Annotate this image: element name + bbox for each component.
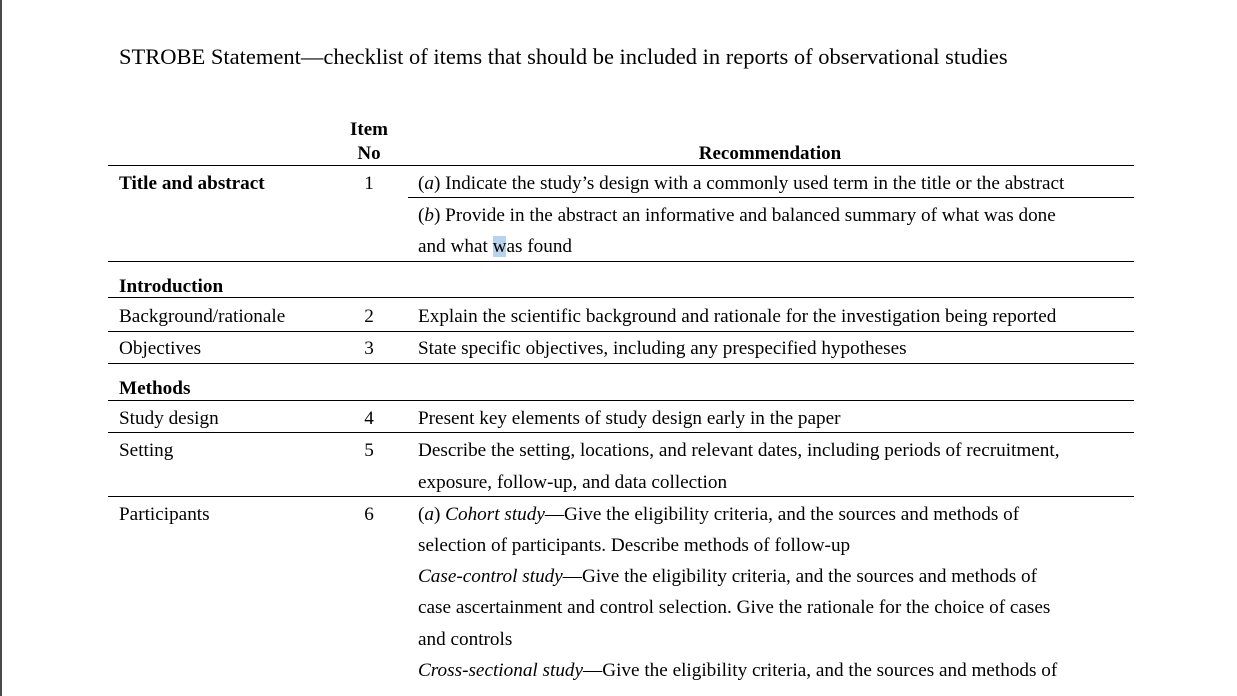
item-5-text-line2: exposure, follow-up, and data collection [418,472,728,493]
item-1b-text-line2: and what was found [418,236,573,257]
item-6a-cross-sectional: Cross-sectional study—Give the eligibility criteria, and the sources and methods of [418,660,1058,681]
item-1b-text: (b) Provide in the abstract an informative and balanced summary of what was done [418,205,1056,226]
objectives-rule [108,363,1134,364]
section-heading-methods: Methods [119,378,191,399]
item-5-text: Describe the setting, locations, and relevant dates, including periods of recruitment, [418,440,1060,461]
header-rule [108,165,1134,166]
row-label-objectives: Objectives [119,338,202,359]
item-6a-case-control-line2: case ascertainment and control selection. Give the rationale for the choice of cases [418,597,1051,618]
item-2-text: Explain the scientific background and rationale for the investigation being reported [418,306,1057,327]
setting-rule [108,496,1134,497]
item-6a-case-control: Case-control study—Give the eligibility criteria, and the sources and methods of [418,566,1038,587]
item-1a-rule [408,197,1134,198]
item-number-6: 6 [364,504,374,525]
background-rule [108,331,1134,332]
row-label-title-abstract: Title and abstract [119,173,265,194]
item-header-line2: No [357,143,381,164]
item-3-text: State specific objectives, including any prespecified hypotheses [418,338,907,359]
item-6a-cohort: (a) Cohort study—Give the eligibility criteria, and the sources and methods of [418,504,1020,525]
item-number-2: 2 [364,306,374,327]
row-label-setting: Setting [119,440,174,461]
item-header-line1: Item [350,119,388,140]
title-section-rule [108,261,1134,262]
methods-rule [108,400,1134,401]
item-number-5: 5 [364,440,374,461]
row-label-participants: Participants [119,504,210,525]
text-selection-highlight[interactable]: w [492,236,507,257]
item-number-1: 1 [364,173,374,194]
row-label-study-design: Study design [119,408,219,429]
introduction-rule [108,297,1134,298]
item-number-4: 4 [364,408,374,429]
item-1a-text: (a) Indicate the study’s design with a commonly used term in the title or the abstract [418,173,1065,194]
item-no-header [339,118,399,166]
item-number-3: 3 [364,338,374,359]
study-design-rule [108,432,1134,433]
section-heading-introduction: Introduction [119,276,224,297]
item-6a-cohort-line2: selection of participants. Describe methods of follow-up [418,535,851,556]
page-edge [0,0,2,696]
recommendation-header: Recommendation [698,143,842,164]
item-6a-case-control-line3: and controls [418,629,513,650]
document-title: STROBE Statement—checklist of items that should be included in reports of observational studies [119,44,1008,69]
row-label-background: Background/rationale [119,306,286,327]
item-4-text: Present key elements of study design early in the paper [418,408,841,429]
